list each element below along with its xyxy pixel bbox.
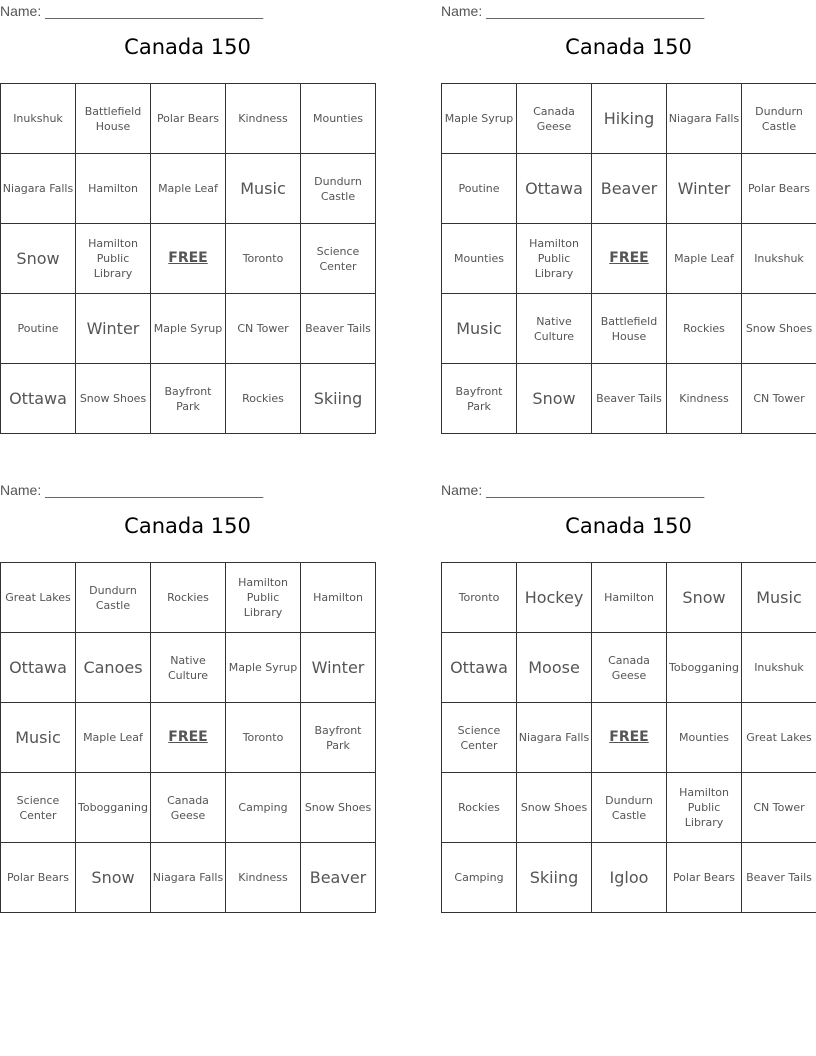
free-space-cell: FREE — [592, 703, 667, 773]
bingo-cell: Camping — [226, 773, 301, 843]
bingo-cell: Snow Shoes — [76, 364, 151, 434]
bingo-cell: Maple Syrup — [442, 84, 517, 154]
bingo-cell: Hamilton — [76, 154, 151, 224]
name-line: Name: ____________________________ — [0, 3, 264, 19]
bingo-row — [442, 773, 816, 843]
bingo-cell: Great Lakes — [1, 563, 76, 633]
bingo-cell: Poutine — [1, 294, 76, 364]
bingo-cell: Skiing — [517, 843, 592, 913]
bingo-cell: Winter — [76, 294, 151, 364]
bingo-cell: Hamilton Public Library — [667, 773, 742, 843]
bingo-cell: Moose — [517, 633, 592, 703]
bingo-cell: Rockies — [667, 294, 742, 364]
bingo-card-1 — [0, 0, 375, 434]
bingo-cell: CN Tower — [742, 773, 816, 843]
bingo-row — [1, 224, 376, 294]
bingo-cell: Snow — [1, 224, 76, 294]
bingo-cell: Dundurn Castle — [592, 773, 667, 843]
bingo-cell: Inukshuk — [742, 633, 816, 703]
card-title: Canada 150 — [565, 514, 692, 538]
bingo-row — [442, 154, 816, 224]
bingo-cell: Battlefield House — [592, 294, 667, 364]
bingo-cell: Science Center — [442, 703, 517, 773]
bingo-cell: Hamilton Public Library — [76, 224, 151, 294]
bingo-row — [1, 364, 376, 434]
bingo-cell: Battlefield House — [76, 84, 151, 154]
bingo-cell: Inukshuk — [742, 224, 816, 294]
bingo-cell: Snow Shoes — [742, 294, 816, 364]
bingo-cell: Snow Shoes — [517, 773, 592, 843]
bingo-row — [1, 84, 376, 154]
bingo-cell: Beaver Tails — [301, 294, 376, 364]
bingo-cell: Niagara Falls — [517, 703, 592, 773]
bingo-cell: Science Center — [301, 224, 376, 294]
bingo-cell: Hamilton — [301, 563, 376, 633]
bingo-grid — [0, 83, 376, 434]
bingo-cell: Winter — [301, 633, 376, 703]
bingo-cell: Toronto — [226, 224, 301, 294]
bingo-cell: Inukshuk — [1, 84, 76, 154]
bingo-cell: Polar Bears — [742, 154, 816, 224]
bingo-cell: Science Center — [1, 773, 76, 843]
bingo-cell: Maple Syrup — [226, 633, 301, 703]
card-title: Canada 150 — [124, 514, 251, 538]
bingo-cell: Bayfront Park — [442, 364, 517, 434]
bingo-cell: CN Tower — [742, 364, 816, 434]
bingo-cell: Native Culture — [151, 633, 226, 703]
bingo-grid — [441, 562, 816, 913]
bingo-cell: Polar Bears — [151, 84, 226, 154]
bingo-cell: Rockies — [442, 773, 517, 843]
bingo-cell: Mounties — [301, 84, 376, 154]
bingo-cell: Canoes — [76, 633, 151, 703]
bingo-row — [1, 633, 376, 703]
bingo-cell: Niagara Falls — [667, 84, 742, 154]
free-space-cell: FREE — [151, 703, 226, 773]
bingo-cell: Polar Bears — [1, 843, 76, 913]
bingo-card-2 — [441, 0, 816, 434]
bingo-cell: Music — [1, 703, 76, 773]
bingo-cell: Canada Geese — [151, 773, 226, 843]
bingo-cell: Toronto — [226, 703, 301, 773]
bingo-cell: Canada Geese — [592, 633, 667, 703]
bingo-cell: Kindness — [226, 84, 301, 154]
bingo-cell: Bayfront Park — [151, 364, 226, 434]
bingo-row — [1, 773, 376, 843]
bingo-grid — [0, 562, 376, 913]
bingo-cell: Snow Shoes — [301, 773, 376, 843]
bingo-cell: Music — [442, 294, 517, 364]
bingo-cell: Skiing — [301, 364, 376, 434]
bingo-row — [442, 843, 816, 913]
bingo-cell: Ottawa — [517, 154, 592, 224]
bingo-cell: Snow — [667, 563, 742, 633]
bingo-cell: Snow — [76, 843, 151, 913]
bingo-cell: Niagara Falls — [151, 843, 226, 913]
bingo-cell: Dundurn Castle — [742, 84, 816, 154]
bingo-cell: Igloo — [592, 843, 667, 913]
bingo-cell: Music — [742, 563, 816, 633]
bingo-cell: Mounties — [442, 224, 517, 294]
bingo-cell: Winter — [667, 154, 742, 224]
bingo-cell: Niagara Falls — [1, 154, 76, 224]
bingo-row — [1, 843, 376, 913]
name-line: Name: ____________________________ — [441, 3, 705, 19]
bingo-cell: Dundurn Castle — [301, 154, 376, 224]
bingo-cell: Dundurn Castle — [76, 563, 151, 633]
bingo-cell: Kindness — [226, 843, 301, 913]
bingo-cell: Rockies — [226, 364, 301, 434]
bingo-cell: Great Lakes — [742, 703, 816, 773]
bingo-cell: Snow — [517, 364, 592, 434]
bingo-cell: Hamilton Public Library — [517, 224, 592, 294]
bingo-card-3 — [0, 479, 375, 913]
bingo-cell: Tobogganing — [667, 633, 742, 703]
bingo-cell: Hockey — [517, 563, 592, 633]
bingo-row — [1, 294, 376, 364]
card-title: Canada 150 — [565, 35, 692, 59]
bingo-card-4 — [441, 479, 816, 913]
bingo-cell: Native Culture — [517, 294, 592, 364]
bingo-cell: Tobogganing — [76, 773, 151, 843]
bingo-row — [442, 703, 816, 773]
bingo-cell: Ottawa — [1, 364, 76, 434]
bingo-row — [442, 364, 816, 434]
bingo-cell: Polar Bears — [667, 843, 742, 913]
free-space-cell: FREE — [151, 224, 226, 294]
bingo-cell: Maple Leaf — [667, 224, 742, 294]
bingo-cell: Beaver Tails — [592, 364, 667, 434]
bingo-cell: Hamilton — [592, 563, 667, 633]
bingo-row — [1, 703, 376, 773]
bingo-cell: Music — [226, 154, 301, 224]
bingo-cell: Beaver — [301, 843, 376, 913]
bingo-cell: Maple Leaf — [151, 154, 226, 224]
bingo-row — [1, 563, 376, 633]
bingo-cell: Kindness — [667, 364, 742, 434]
bingo-cell: Hamilton Public Library — [226, 563, 301, 633]
bingo-cell: Canada Geese — [517, 84, 592, 154]
bingo-cell: Ottawa — [442, 633, 517, 703]
bingo-cell: Bayfront Park — [301, 703, 376, 773]
bingo-cell: Rockies — [151, 563, 226, 633]
bingo-row — [442, 84, 816, 154]
name-line: Name: ____________________________ — [0, 482, 264, 498]
bingo-cell: Poutine — [442, 154, 517, 224]
bingo-row — [442, 294, 816, 364]
bingo-cell: Camping — [442, 843, 517, 913]
bingo-cell: Ottawa — [1, 633, 76, 703]
bingo-row — [442, 224, 816, 294]
bingo-cell: CN Tower — [226, 294, 301, 364]
bingo-row — [442, 563, 816, 633]
free-space-cell: FREE — [592, 224, 667, 294]
bingo-grid — [441, 83, 816, 434]
bingo-cell: Beaver Tails — [742, 843, 816, 913]
bingo-cell: Maple Leaf — [76, 703, 151, 773]
bingo-cell: Hiking — [592, 84, 667, 154]
bingo-cell: Toronto — [442, 563, 517, 633]
bingo-row — [442, 633, 816, 703]
name-line: Name: ____________________________ — [441, 482, 705, 498]
card-title: Canada 150 — [124, 35, 251, 59]
bingo-row — [1, 154, 376, 224]
bingo-cell: Beaver — [592, 154, 667, 224]
bingo-cell: Maple Syrup — [151, 294, 226, 364]
bingo-cell: Mounties — [667, 703, 742, 773]
